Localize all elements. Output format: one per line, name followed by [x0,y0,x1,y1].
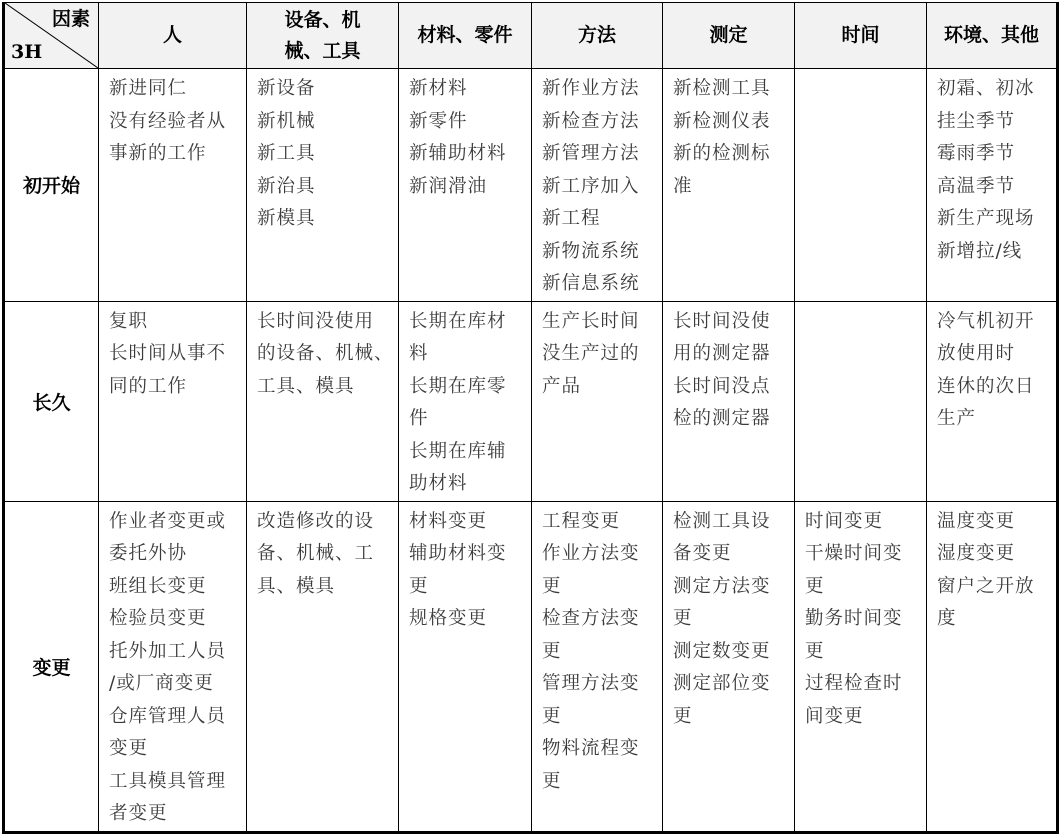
cell-line: 新润滑油 [409,175,488,197]
cell-line: 检的测定器 [673,408,771,429]
column-header-equipment-line-1: 设备、机 [284,8,361,31]
cell-line: 新作业方法 [542,78,640,99]
table-row-long-term [4,301,1058,501]
cell-line: 长期在库零 [409,375,507,397]
cell-line: 放使用时 [937,343,1016,364]
cell-line: 没有经验者从 [109,110,227,132]
cell-line: 过程检查时 [805,673,903,694]
cell-change-person [99,501,247,832]
cell-line: 长时间没使 [673,310,771,332]
cell-line: 新的检测标 [673,143,771,164]
cell-long-term-environment [927,301,1058,501]
cell-line: 工具模具管理 [109,770,227,792]
row-header-long-term: 长久 [4,301,99,501]
cell-long-term-time [795,301,927,501]
cell-line: 温度变更 [937,510,1016,532]
cell-line: 具、模具 [257,575,336,597]
cell-line: 新辅助材料 [409,143,507,164]
cell-line: 长期在库材 [409,310,507,332]
cell-line: 变更 [109,738,149,759]
cell-line: 备、机械、工 [257,543,375,564]
cell-line: 检查方法变 [542,608,640,629]
cell-change-measurement [663,501,795,832]
cell-line: 更 [542,575,562,597]
cell-line: 工程变更 [542,510,621,532]
cell-line: 作业者变更或 [109,510,227,532]
cell-line: 复职 [109,310,149,332]
column-header-equipment [247,3,399,69]
cell-line: 生产 [937,408,977,429]
cell-line: 间变更 [805,705,864,727]
cell-line: 新工具 [257,143,316,164]
cell-line: 新进同仁 [109,78,188,99]
cell-line: 新检查方法 [542,110,640,132]
cell-line: 测定数变更 [673,640,771,662]
cell-line: 新检测工具 [673,78,771,99]
cell-initial-start-method [532,69,663,302]
cell-line: 初霜、初冰 [937,78,1035,99]
column-header-person: 人 [99,3,247,69]
cell-line: 干燥时间变 [805,543,903,564]
cell-line: 长时间从事不 [109,343,227,364]
cell-line: 新机械 [257,110,316,132]
cell-long-term-person [99,301,247,501]
cell-line: 高温季节 [937,175,1016,197]
cell-line: 物料流程变 [542,738,640,759]
column-header-environment: 环境、其他 [927,3,1058,69]
cell-line: 新治具 [257,175,316,197]
cell-initial-start-materials [399,69,532,302]
cell-line: 托外加工人员 [109,640,227,662]
row-header-initial-start: 初开始 [4,69,99,302]
cell-line: 长时间没点 [673,375,771,397]
cell-line: 规格变更 [409,608,488,629]
cell-line: 窗户之开放 [937,575,1035,597]
column-header-equipment-line-2: 械、工具 [284,39,361,62]
cell-line: 湿度变更 [937,543,1016,564]
cell-line: 冷气机初开 [937,310,1035,332]
cell-line: 备变更 [673,543,732,564]
cell-line: 产品 [542,375,582,397]
cell-line: /或厂商变更 [109,673,214,694]
cell-line: 更 [542,770,562,792]
cell-line: 工具、模具 [257,375,355,397]
cell-line: 检测工具设 [673,510,771,532]
cell-line: 更 [673,608,693,629]
cell-change-equipment [247,501,399,832]
cell-line: 更 [409,575,429,597]
cell-initial-start-equipment [247,69,399,302]
table-row-change [4,501,1058,832]
cell-line: 的设备、机械、 [257,343,394,364]
cell-line: 新物流系统 [542,240,640,262]
row-header-change: 变更 [4,501,99,832]
cell-line: 生产长时间 [542,310,640,332]
cell-initial-start-person [99,69,247,302]
cell-line: 班组长变更 [109,575,207,597]
cell-line: 新零件 [409,110,468,132]
cell-line: 更 [805,575,825,597]
cell-long-term-equipment [247,301,399,501]
cell-line: 新信息系统 [542,273,640,294]
cell-line: 事新的工作 [109,143,207,164]
cell-line: 测定部位变 [673,673,771,694]
column-header-method: 方法 [532,3,663,69]
cell-line: 改造修改的设 [257,510,375,532]
cell-line: 更 [805,640,825,662]
cell-change-materials [399,501,532,832]
cell-line: 新设备 [257,78,316,99]
cell-line: 新增拉/线 [937,240,1023,262]
cell-line: 管理方法变 [542,673,640,694]
cell-line: 新生产现场 [937,208,1035,229]
cell-line: 测定方法变 [673,575,771,597]
cell-initial-start-measurement [663,69,795,302]
cell-line: 用的测定器 [673,343,771,364]
table-body [4,69,1058,833]
column-header-measurement: 测定 [663,3,795,69]
cell-line: 时间变更 [805,510,884,532]
cell-change-time [795,501,927,832]
factor-label: 因素 [51,8,90,30]
cell-line: 挂尘季节 [937,110,1016,132]
cell-change-method [532,501,663,832]
cell-line: 更 [542,705,562,727]
cell-line: 新检测仪表 [673,110,771,132]
cell-line: 者变更 [109,803,168,824]
cell-line: 勤务时间变 [805,608,903,629]
cell-initial-start-environment [927,69,1058,302]
dimension-label: 3H [11,41,43,63]
cell-line: 料 [409,343,429,364]
3h-factor-table [2,2,1059,834]
cell-line: 助材料 [409,473,468,494]
cell-line: 没生产过的 [542,343,640,364]
cell-line: 准 [673,175,693,197]
cell-change-environment [927,501,1058,832]
cell-line: 新工序加入 [542,175,640,197]
cell-line: 更 [542,640,562,662]
table-row-initial-start [4,69,1058,302]
cell-line: 检验员变更 [109,608,207,629]
cell-line: 仓库管理人员 [109,705,227,727]
cell-line: 长期在库辅 [409,440,507,462]
cell-line: 连休的次日 [937,375,1035,397]
cell-long-term-method [532,301,663,501]
cell-initial-start-time [795,69,927,302]
cell-line: 更 [673,705,693,727]
corner-header-cell [4,3,99,69]
cell-long-term-measurement [663,301,795,501]
column-header-time: 时间 [795,3,927,69]
header-row [4,3,1058,69]
cell-line: 长时间没使用 [257,310,375,332]
column-header-materials: 材料、零件 [399,3,532,69]
cell-long-term-materials [399,301,532,501]
cell-line: 新管理方法 [542,143,640,164]
cell-line: 作业方法变 [542,543,640,564]
cell-line: 度 [937,608,957,629]
cell-line: 件 [409,408,429,429]
cell-line: 辅助材料变 [409,543,507,564]
cell-line: 新材料 [409,78,468,99]
cell-line: 材料变更 [409,510,488,532]
cell-line: 新工程 [542,208,601,229]
cell-line: 委托外协 [109,543,188,564]
cell-line: 霉雨季节 [937,143,1016,164]
cell-line: 新模具 [257,208,316,229]
cell-line: 同的工作 [109,375,188,397]
